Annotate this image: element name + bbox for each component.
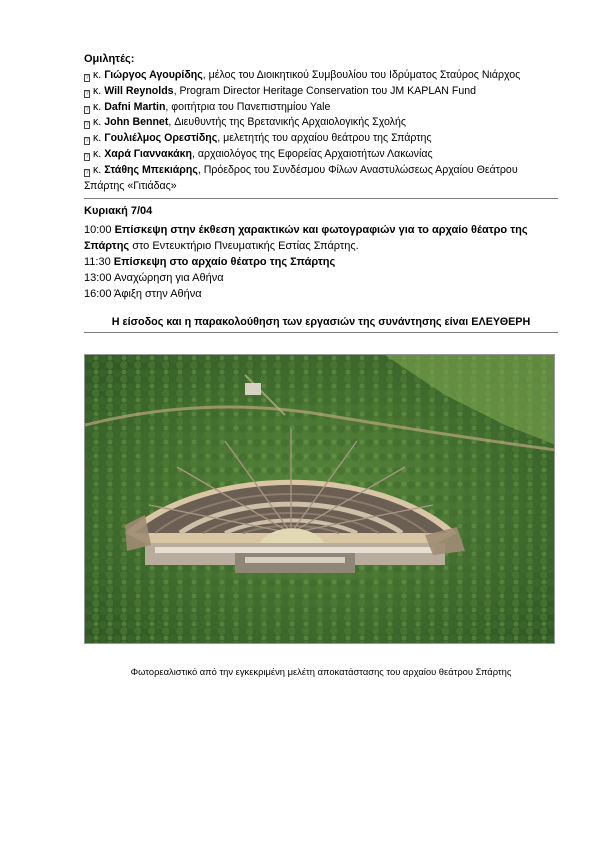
speaker-role: , Διευθυντής της Βρετανικής Αρχαιολογικής Σχολής [168, 116, 406, 129]
image-caption: Φωτορεαλιστικό από την εγκεκριμένη μελέτη αποκατάστασης του αρχαίου θεάτρου Σπάρτης [130, 666, 512, 678]
speaker-prefix: κ. [93, 84, 102, 97]
schedule-item [84, 287, 558, 303]
speakers-heading: Ομιλητές: [84, 53, 135, 65]
speaker-role: , Program Director Heritage Conservation του JM KAPLAN Fund [173, 84, 477, 97]
speaker-name: Γουλιέλμος Ορεστίδης [104, 132, 218, 145]
document-body [84, 52, 558, 333]
speaker-prefix: κ. [93, 132, 102, 145]
schedule-time: 10:00 [84, 224, 112, 237]
free-entry-notice: Η είσοδος και η παρακολούθηση των εργασιών της συνάντησης είναι ΕΛΕΥΘΕΡΗ [111, 316, 531, 329]
speaker-item [84, 68, 558, 84]
speaker-item [84, 115, 558, 131]
speaker-name: Γιώργος Αγουρίδης [104, 69, 203, 81]
speaker-role: , φοιτήτρια του Πανεπιστημίου Yale [165, 100, 331, 113]
speaker-item [84, 147, 558, 163]
theatre-illustration [85, 355, 555, 644]
theatre-rendering-image [84, 354, 555, 644]
speaker-prefix: κ. [93, 69, 102, 81]
missing-glyph-icon: ? [85, 90, 89, 97]
speaker-name: Will Reynolds [104, 84, 174, 97]
speaker-name: Dafni Martin [104, 100, 166, 113]
speaker-name: John Bennet [104, 116, 169, 129]
speaker-role: , μελετητής του αρχαίου θεάτρου της Σπάρτης [217, 132, 432, 145]
schedule-time: 16:00 [84, 287, 112, 300]
schedule-event: Επίσκεψη στην έκθεση χαρακτικών και φωτογραφιών για το αρχαίο θέατρο της Σπάρτης [84, 224, 528, 253]
missing-glyph-icon: ? [85, 106, 89, 113]
missing-glyph-icon: ? [85, 169, 89, 176]
schedule-time: 11:30 [84, 255, 111, 268]
schedule-detail: στο Εντευκτήριο Πνευματικής Εστίας Σπάρτης. [129, 240, 359, 253]
speaker-role: , Πρόεδρος του Συνδέσμου Φίλων Αναστυλώσεως Αρχαίου Θεάτρου Σπάρτης «Γιτιάδας» [84, 163, 518, 192]
section-divider [84, 198, 558, 199]
missing-glyph-icon: ? [85, 153, 89, 160]
schedule-day: Κυριακή 7/04 [84, 205, 153, 218]
speaker-prefix: κ. [93, 100, 102, 113]
schedule-detail: Αναχώρηση για Αθήνα [113, 271, 224, 284]
speaker-prefix: κ. [93, 116, 102, 129]
speaker-role: , αρχαιολόγος της Εφορείας Αρχαιοτήτων Λακωνίας [192, 147, 433, 160]
missing-glyph-icon: ? [85, 138, 89, 145]
schedule-time: 13:00 [84, 271, 112, 284]
schedule-item [84, 255, 558, 271]
speaker-prefix: κ. [93, 147, 102, 160]
speaker-item [84, 131, 558, 147]
schedule-item [84, 271, 558, 287]
speaker-item [84, 100, 558, 116]
speaker-item [84, 84, 558, 100]
speakers-list [84, 68, 558, 194]
missing-glyph-icon: ? [85, 122, 89, 129]
speaker-role: , μέλος του Διοικητικού Συμβουλίου του Ιδρύματος Σταύρος Νιάρχος [202, 69, 521, 81]
schedule-detail: Άφιξη στην Αθήνα [113, 287, 202, 300]
speaker-prefix: κ. [93, 163, 102, 176]
schedule-event: Επίσκεψη στο αρχαίο θέατρο της Σπάρτης [113, 255, 336, 268]
missing-glyph-icon: ? [85, 75, 89, 81]
schedule-item [84, 223, 558, 255]
speaker-name: Χαρά Γιαννακάκη [104, 147, 193, 160]
notice-divider [84, 332, 558, 333]
speaker-item [84, 163, 558, 195]
speaker-name: Στάθης Μπεκιάρης [104, 163, 198, 176]
